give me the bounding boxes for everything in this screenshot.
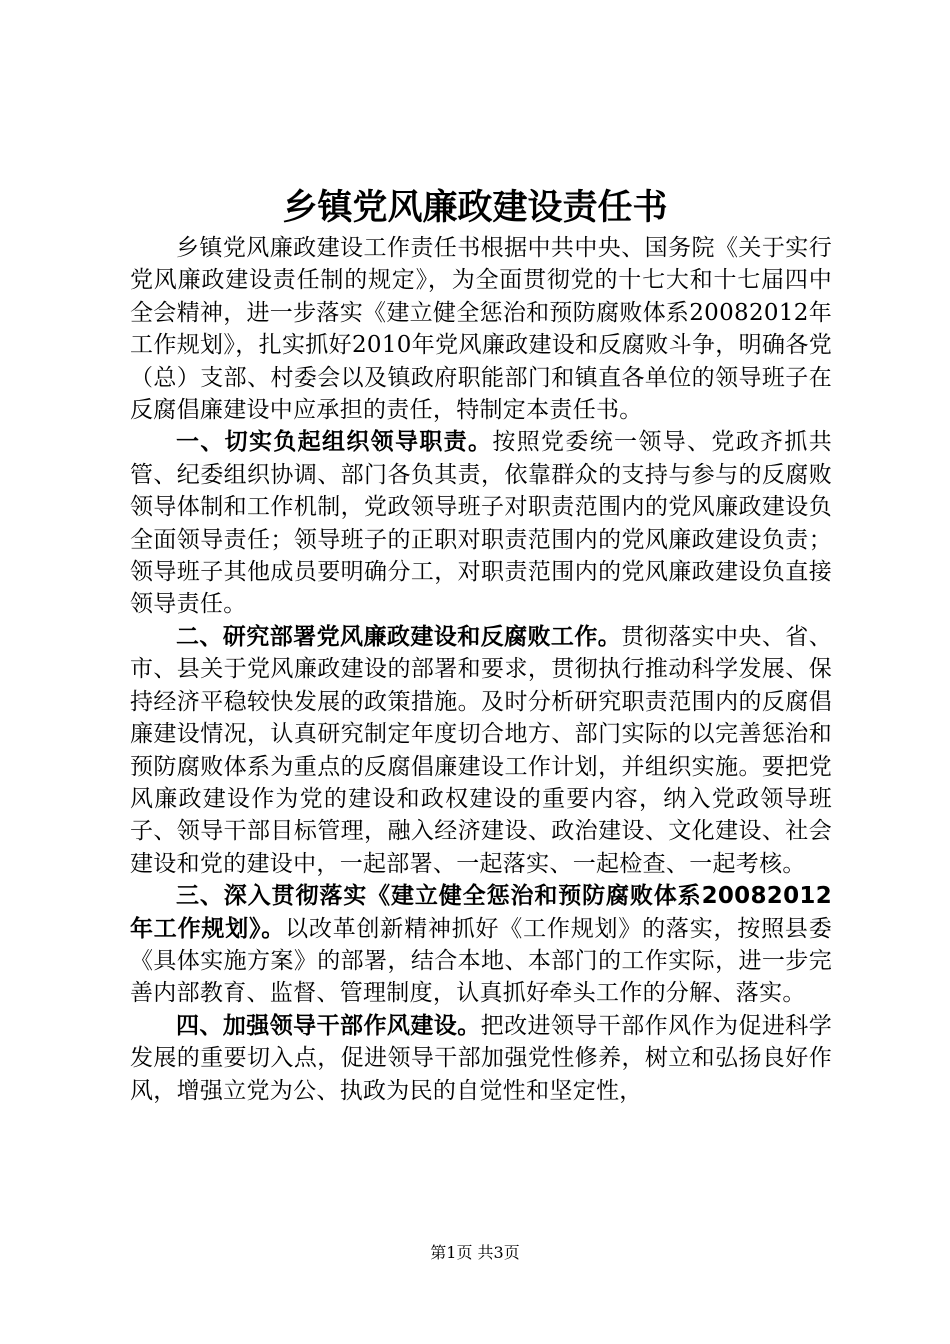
paragraph-text: 贯彻落实中央、省、市、县关于党风廉政建设的部署和要求，贯彻执行推动科学发展、保持经济平稳较快发展的政策措施。及时分析研究职责范围内的反腐倡廉建设情况，认真研究制定年度切合地方、部门实际的以完善惩治和预防腐败体系为重点的反腐倡廉建设工作计划，并组织实施。要把党风廉政建设作为党的建设和政权建设的重要内容，纳入党政领导班子、领导干部目标管理，融入经济建设、政治建设、文化建设、社会建设和党的建设中，一起部署、一起落实、一起检查、一起考核。 [130,623,832,877]
paragraph-text: 乡镇党风廉政建设工作责任书根据中共中央、国务院《关于实行党风廉政建设责任制的规定》，为全面贯彻党的十七大和十七届四中全会精神，进一步落实《建立健全惩治和预防腐败体系20082012年工作规划》，扎实抓好2010年党风廉政建设和反腐败斗争，明确各党（总）支部、村委会以及镇政府职能部门和镇直各单位的领导班子在反腐倡廉建设中应承担的责任，特制定本责任书。 [130,235,832,424]
paragraph-section-4 [130,1010,832,1107]
paragraph-text: 按照党委统一领导、党政齐抓共管、纪委组织协调、部门各负其责，依靠群众的支持与参与的反腐败领导体制和工作机制，党政领导班子对职责范围内的党风廉政建设负全面领导责任；领导班子的正职对职责范围内的党风廉政建设负责；领导班子其他成员要明确分工，对职责范围内的党风廉政建设负直接领导责任。 [130,429,833,618]
document-title: 乡镇党风廉政建设责任书 [282,188,668,228]
paragraph-section-2 [130,621,832,880]
paragraph-heading: 三、深入贯彻落实《建立健全惩治和预防腐败体系20082012年工作规划》。 [130,883,832,942]
paragraph-intro [130,232,832,426]
paragraph-text: 以改革创新精神抓好《工作规划》的落实，按照县委《具体实施方案》的部署，结合本地、本部门的工作实际，进一步完善内部教育、监督、管理制度，认真抓好牵头工作的分解、落实。 [130,915,832,1007]
paragraph-section-1 [130,426,832,620]
paragraph-heading: 一、切实负起组织领导职责。 [176,429,493,456]
paragraph-heading: 二、研究部署党风廉政建设和反腐败工作。 [176,623,622,650]
document-body [130,232,832,1107]
page-number-footer: 第1页 共3页 [430,1243,520,1262]
paragraph-heading: 四、加强领导干部作风建设。 [176,1012,481,1039]
paragraph-section-3 [130,880,832,1010]
paragraph-text: 把改进领导干部作风作为促进科学发展的重要切入点，促进领导干部加强党性修养，树立和弘扬良好作风，增强立党为公、执政为民的自觉性和坚定性， [130,1012,833,1104]
